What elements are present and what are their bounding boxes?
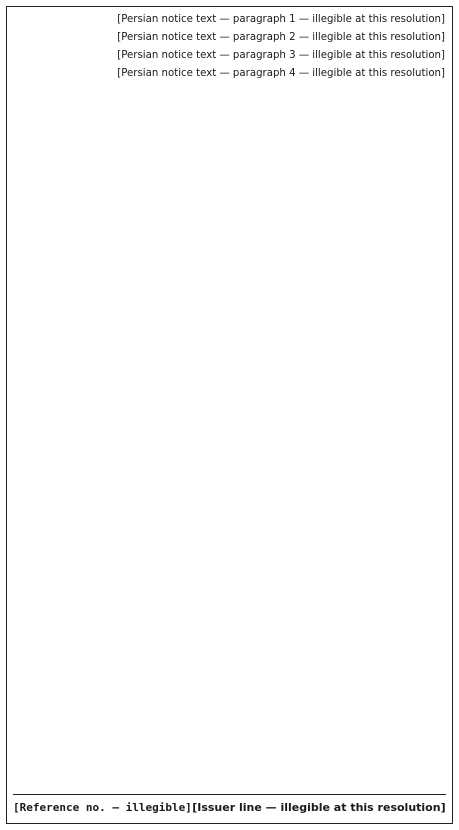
issuer-line: [Issuer line — illegible at this resolution] bbox=[192, 800, 446, 814]
notice-footer bbox=[13, 794, 446, 819]
notice-paragraph-4: [Persian notice text — paragraph 4 — illegible at this resolution] bbox=[117, 68, 445, 80]
notice-body bbox=[7, 7, 452, 793]
notice-page bbox=[6, 6, 453, 824]
notice-paragraph-3: [Persian notice text — paragraph 3 — illegible at this resolution] bbox=[117, 50, 445, 62]
notice-paragraph-2: [Persian notice text — paragraph 2 — illegible at this resolution] bbox=[117, 32, 445, 44]
notice-paragraph-1: [Persian notice text — paragraph 1 — illegible at this resolution] bbox=[117, 14, 445, 25]
reference-number: [Reference no. — illegible] bbox=[13, 800, 192, 814]
